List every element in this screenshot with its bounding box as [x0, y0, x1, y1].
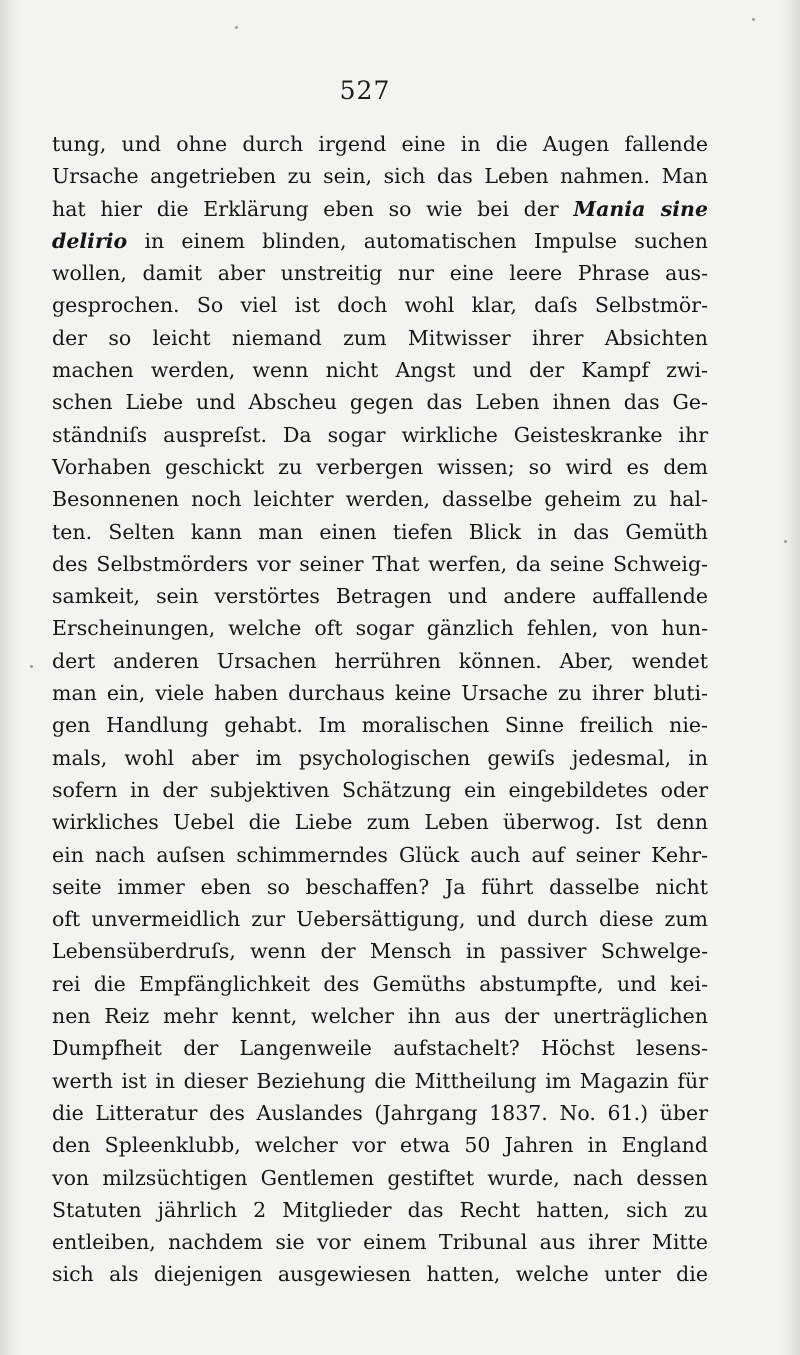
text-line: wirkliches Uebel die Liebe zum Leben überwog. Ist denn — [52, 810, 708, 835]
text-line: ein nach auſsen schimmerndes Glück auch auf seiner Kehr- — [52, 842, 708, 867]
text-line: machen werden, wenn nicht Angst und der Kampf zwi- — [52, 358, 708, 383]
paper-speck — [30, 665, 33, 668]
text-line: die Litteratur des Auslandes (Jahrgang 1837. No. 61.) über — [52, 1100, 708, 1125]
text-line: gesprochen. So viel ist doch wohl klar, daſs Selbstmör- — [52, 293, 708, 318]
text-line: man ein, viele haben durchaus keine Ursache zu ihrer bluti- — [52, 681, 708, 706]
text-line: samkeit, sein verstörtes Betragen und andere auffallende — [52, 584, 708, 609]
text-line: ständniſs auspreſst. Da sogar wirkliche Geisteskranke ihr — [52, 422, 708, 447]
text-line: Statuten jährlich 2 Mitglieder das Recht hatten, sich zu — [52, 1197, 708, 1222]
text-line: schen Liebe und Abscheu gegen das Leben ihnen das Ge- — [52, 390, 708, 415]
text-line: Ursache angetrieben zu sein, sich das Leben nahmen. Man — [52, 164, 708, 189]
italic-term: delirio — [52, 228, 128, 253]
text-line: werth ist in dieser Beziehung die Mittheilung im Magazin für — [52, 1068, 708, 1093]
text-line: sich als diejenigen ausgewiesen hatten, welche unter die — [52, 1262, 708, 1287]
text-line: gen Handlung gehabt. Im moralischen Sinne freilich nie- — [52, 713, 708, 738]
page-number: 527 — [339, 76, 391, 105]
page-edge-shadow-right — [782, 0, 800, 1355]
text-segment: in einem blinden, automatischen Impulse suchen — [127, 228, 708, 253]
text-line: Dumpfheit der Langenweile aufstachelt? Höchst lesens- — [52, 1036, 708, 1061]
text-line: nen Reiz mehr kennt, welcher ihn aus der unerträglichen — [52, 1004, 708, 1029]
body-text — [52, 128, 708, 1291]
paper-speck — [784, 540, 787, 543]
text-line: mals, wohl aber im psychologischen gewiſs jedesmal, in — [52, 745, 708, 770]
text-line: tung, und ohne durch irgend eine in die Augen fallende — [52, 132, 708, 156]
text-line: Erscheinungen, welche oft sogar gänzlich fehlen, von hun- — [52, 616, 708, 641]
text-line — [52, 193, 708, 225]
text-line: von milzsüchtigen Gentlemen gestiftet wurde, nach dessen — [52, 1165, 708, 1190]
text-line: ten. Selten kann man einen tiefen Blick in das Gemüth — [52, 519, 708, 544]
paper-speck — [235, 26, 238, 29]
text-line: rei die Empfänglichkeit des Gemüths abstumpfte, und kei- — [52, 971, 708, 996]
text-segment: hat hier die Erklärung eben so wie bei der — [52, 196, 574, 221]
text-line: Vorhaben geschickt zu verbergen wissen; so wird es dem — [52, 454, 708, 479]
text-line: des Selbstmörders vor seiner That werfen, da seine Schweig- — [52, 551, 708, 576]
page-edge-shadow-left — [0, 0, 18, 1355]
italic-term: Mania sine — [573, 196, 708, 221]
text-line: den Spleenklubb, welcher vor etwa 50 Jahren in England — [52, 1133, 708, 1158]
text-line: wollen, damit aber unstreitig nur eine leere Phrase aus- — [52, 261, 708, 286]
text-line: oft unvermeidlich zur Uebersättigung, und durch diese zum — [52, 907, 708, 932]
text-line: sofern in der subjektiven Schätzung ein eingebildetes oder — [52, 777, 708, 802]
text-line — [52, 225, 708, 257]
text-line: dert anderen Ursachen herrühren können. Aber, wendet — [52, 648, 708, 673]
paper-speck — [752, 18, 755, 21]
text-line: seite immer eben so beschaffen? Ja führt dasselbe nicht — [52, 874, 708, 899]
text-line: Besonnenen noch leichter werden, dasselbe geheim zu hal- — [52, 487, 708, 512]
text-line: entleiben, nachdem sie vor einem Tribunal aus ihrer Mitte — [52, 1230, 708, 1255]
text-line: Lebensüberdruſs, wenn der Mensch in passiver Schwelge- — [52, 939, 708, 964]
text-line: der so leicht niemand zum Mitwisser ihrer Absichten — [52, 325, 708, 350]
